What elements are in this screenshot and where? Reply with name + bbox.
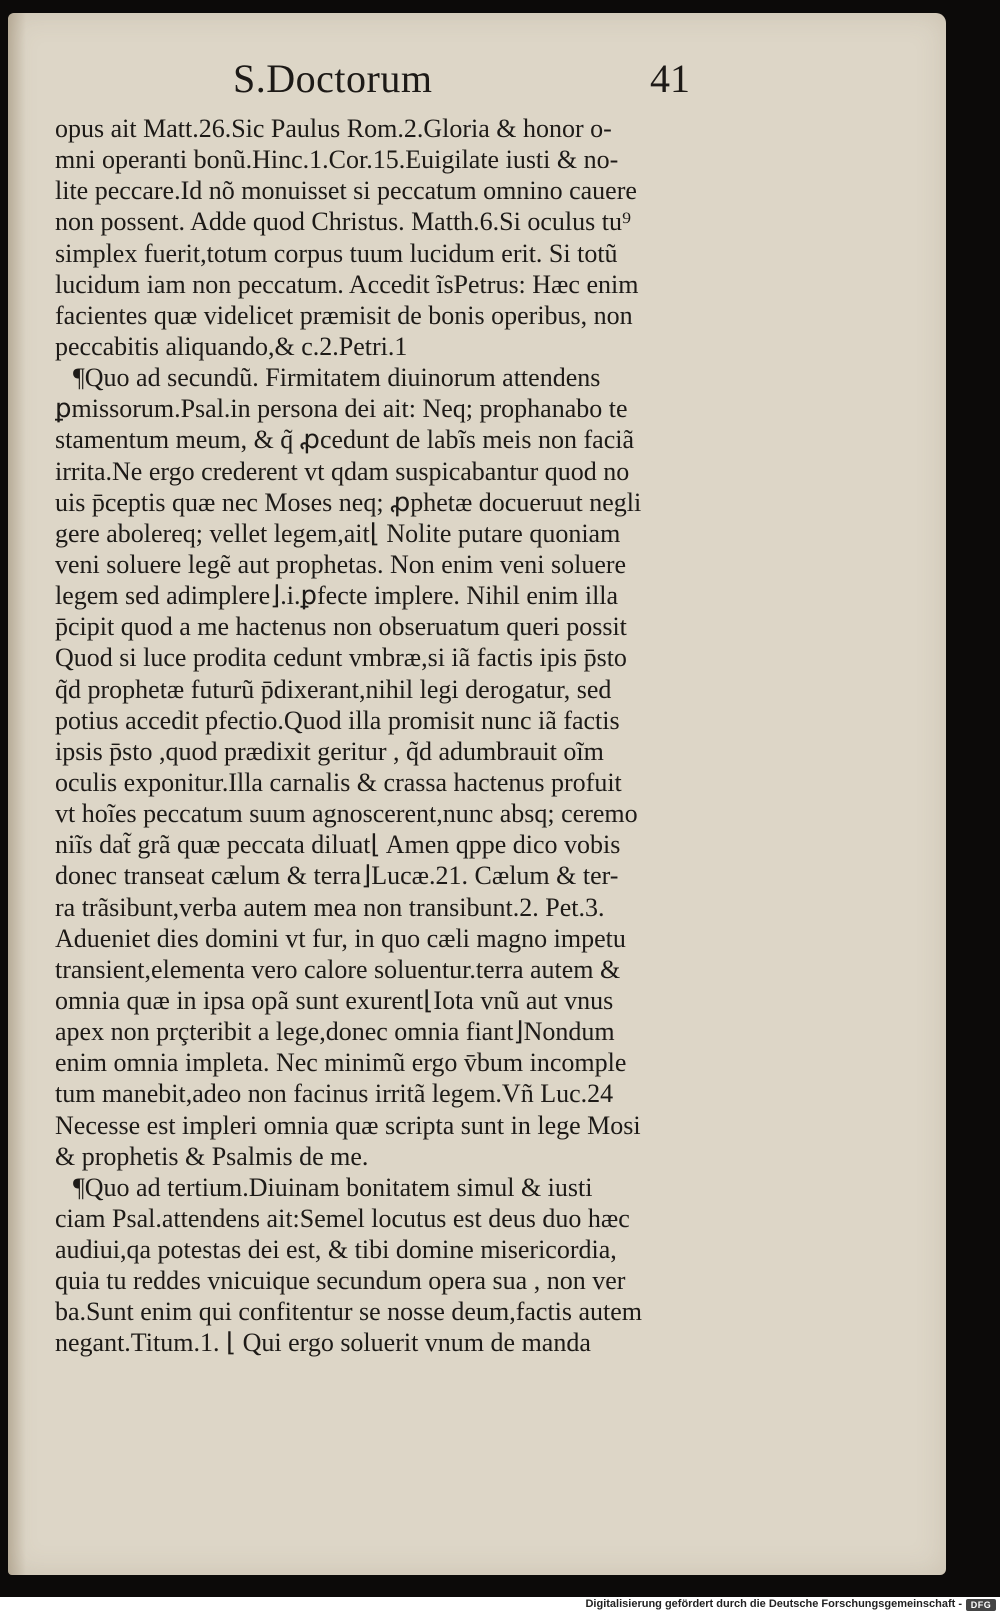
text-line: donec transeat cælum & terra⌋Lucæ.21. Cælum & ter- bbox=[55, 861, 619, 891]
text-line: ꝑmissorum.Psal.in persona dei ait: Neq; prophanabo te bbox=[55, 394, 628, 424]
footer-bar bbox=[0, 1597, 1000, 1615]
text-line: gere abolereq; vellet legem,ait⌊ Nolite putare quoniam bbox=[55, 518, 621, 548]
text-line: simplex fuerit,totum corpus tuum lucidum erit. Si totũ bbox=[55, 238, 618, 268]
text-line: lite peccare.Id nõ monuisset si peccatum omnino cauere bbox=[55, 176, 637, 206]
text-line: peccabitis aliquando,& c.2.Petri.1 bbox=[55, 331, 408, 361]
text-line: Necesse est impleri omnia quæ scripta sunt in lege Mosi bbox=[55, 1110, 641, 1140]
text-line: potius accedit pfectio.Quod illa promisit nunc iã factis bbox=[55, 705, 620, 735]
body-text bbox=[55, 113, 775, 1359]
text-line: Quod si luce prodita cedunt vmbræ,si iã factis ipis p̄sto bbox=[55, 643, 627, 673]
text-line: niĩs dat̃ grã quæ peccata diluat⌊ Amen qppe dico vobis bbox=[55, 830, 621, 860]
dfg-logo-icon: DFG bbox=[966, 1599, 996, 1611]
text-line: stamentum meum, & q̃ ꝓcedunt de labĩs meis non faciã bbox=[55, 425, 634, 455]
running-head bbox=[8, 55, 946, 107]
page-title: S.Doctorum bbox=[233, 56, 433, 101]
text-line: mni operanti bonũ.Hinc.1.Cor.15.Euigilate iusti & no- bbox=[55, 145, 619, 175]
text-line: non possent. Adde quod Christus. Matth.6.Si oculus tu⁹ bbox=[55, 207, 632, 237]
text-line: opus ait Matt.26.Sic Paulus Rom.2.Gloria & honor o- bbox=[55, 114, 612, 143]
text-line: & prophetis & Psalmis de me. bbox=[55, 1141, 369, 1171]
text-line: negant.Titum.1. ⌊ Qui ergo soluerit vnum de manda bbox=[55, 1328, 591, 1358]
text-line: facientes quæ videlicet præmisit de bonis operibus, non bbox=[55, 300, 633, 330]
text-line: Adueniet dies domini vt fur, in quo cæli magno impetu bbox=[55, 923, 626, 953]
text-line: oculis exponitur.Illa carnalis & crassa hactenus profuit bbox=[55, 767, 622, 797]
text-line: irrita.Ne ergo crederent vt qdam suspicabantur quod no bbox=[55, 456, 630, 486]
text-line: ra trãsibunt,verba autem mea non transibunt.2. Pet.3. bbox=[55, 892, 605, 922]
paragraph-start-line: ¶Quo ad tertium.Diuinam bonitatem simul & iusti bbox=[73, 1172, 593, 1202]
text-line: enim omnia impleta. Nec minimũ ergo v̄bum incomple bbox=[55, 1048, 627, 1078]
text-line: ipsis p̄sto ,quod prædixit geritur , q̃d adumbrauit oĩm bbox=[55, 736, 604, 766]
text-line: quia tu reddes vnicuique secundum opera sua , non ver bbox=[55, 1266, 626, 1296]
text-line: uis p̄ceptis quæ nec Moses neq; ꝓphetæ docueruut negli bbox=[55, 487, 642, 517]
text-line: ciam Psal.attendens ait:Semel locutus est deus duo hæc bbox=[55, 1203, 630, 1233]
text-line: veni soluere legẽ aut prophetas. Non enim veni soluere bbox=[55, 549, 627, 579]
text-line: lucidum iam non peccatum. Accedit ĩsPetrus: Hæc enim bbox=[55, 269, 639, 299]
text-line: transient,elementa vero calore soluentur.terra autem & bbox=[55, 954, 621, 984]
text-line: q̃d prophetæ futurũ p̄dixerant,nihil legi derogatur, sed bbox=[55, 674, 612, 704]
text-line: legem sed adimplere⌋.i.ꝑfecte implere. Nihil enim illa bbox=[55, 581, 619, 611]
text-line: ba.Sunt enim qui confitentur se nosse deum,factis autem bbox=[55, 1297, 643, 1327]
paragraph-start-line: ¶Quo ad secundũ. Firmitatem diuinorum attendens bbox=[73, 363, 601, 393]
text-line: vt hoĩes peccatum suum agnoscerent,nunc absq; ceremo bbox=[55, 799, 638, 829]
text-line: tum manebit,adeo non facinus irritã legem.Vñ Luc.24 bbox=[55, 1079, 614, 1109]
text-line: p̄cipit quod a me hactenus non obseruatum queri possit bbox=[55, 612, 627, 642]
funding-credit: Digitalisierung gefördert durch die Deutsche Forschungsgemeinschaft - bbox=[585, 1598, 962, 1610]
page-number: 41 bbox=[650, 56, 690, 101]
book-page bbox=[8, 13, 946, 1575]
text-line: apex non prçteribit a lege,donec omnia fiant⌋Nondum bbox=[55, 1017, 615, 1047]
text-line: omnia quæ in ipsa opã sunt exurent⌊Iota vnũ aut vnus bbox=[55, 985, 614, 1015]
text-line: audiui,qa potestas dei est, & tibi domine misericordia, bbox=[55, 1235, 617, 1265]
